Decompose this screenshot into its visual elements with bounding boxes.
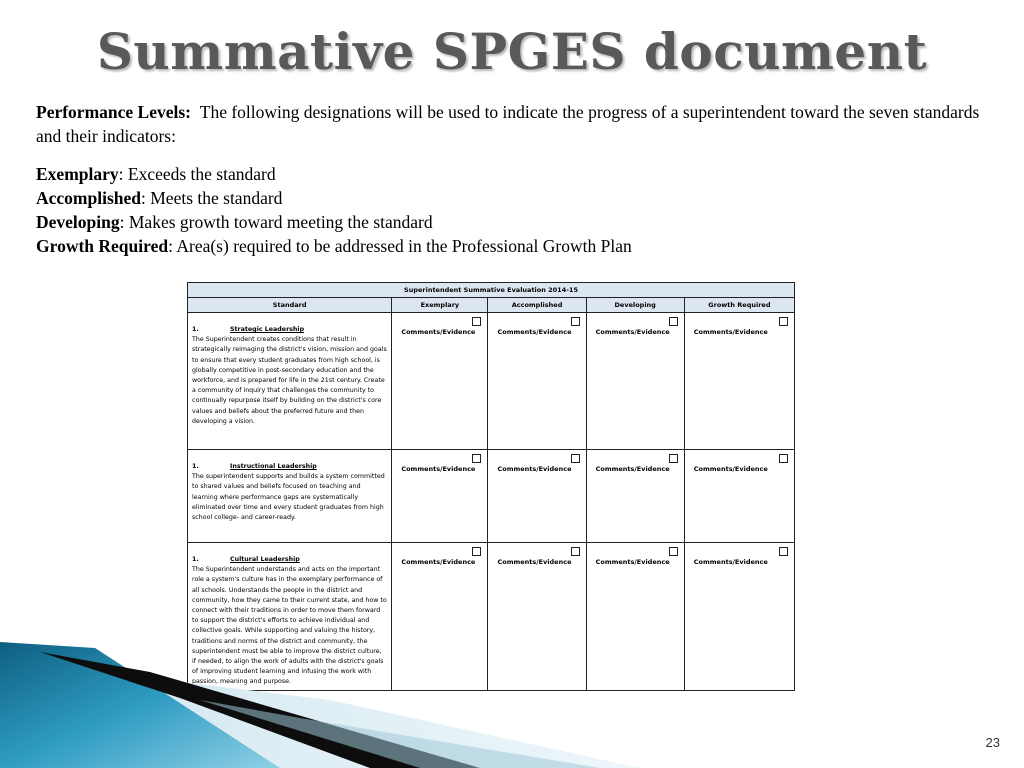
column-header-exemplary: Exemplary [392, 298, 488, 313]
developing-checkbox[interactable] [669, 317, 678, 326]
standard-description: The Superintendent creates conditions that result in strategically reimaging the district's vision, mission and goals to ensure that every student graduates from high school, is globally competitive in post-secondary education and the workforce, and is prepared for life in the 21st century. Create a community of inquiry that challenges the community to continually repurpose itself by building on the district's core values and beliefs about the preferred future and then developing a vision. [192, 336, 387, 425]
column-header-growth-required: Growth Required [684, 298, 794, 313]
comments-evidence-label: Comments/Evidence [595, 328, 670, 336]
comments-evidence-label: Comments/Evidence [693, 558, 768, 566]
table-row [188, 313, 795, 450]
comments-evidence-label: Comments/Evidence [595, 558, 670, 566]
growth-required-checkbox[interactable] [779, 317, 788, 326]
exemplary-cell [392, 450, 488, 543]
comments-evidence-label: Comments/Evidence [693, 328, 768, 336]
accomplished-checkbox[interactable] [571, 547, 580, 556]
level-name: Exemplary [36, 164, 119, 184]
developing-checkbox[interactable] [669, 547, 678, 556]
intro-label: Performance Levels: [36, 102, 191, 122]
level-item [36, 186, 986, 210]
accomplished-cell [488, 313, 586, 450]
standard-number: 1. [192, 556, 199, 563]
exemplary-cell [392, 313, 488, 450]
level-desc: : Area(s) required to be addressed in the Professional Growth Plan [168, 236, 632, 256]
growth-required-cell [684, 313, 794, 450]
column-header-standard: Standard [188, 298, 392, 313]
exemplary-checkbox[interactable] [472, 317, 481, 326]
page-number: 23 [985, 735, 1000, 750]
exemplary-checkbox[interactable] [472, 547, 481, 556]
standard-cell [188, 313, 392, 450]
comments-evidence-label: Comments/Evidence [693, 465, 768, 473]
standard-name: Cultural Leadership [230, 556, 300, 563]
exemplary-checkbox[interactable] [472, 454, 481, 463]
level-desc: : Exceeds the standard [118, 164, 276, 184]
level-desc: : Makes growth toward meeting the standard [119, 212, 433, 232]
standard-description: The Superintendent understands and acts on the important role a system's culture has in the exemplary performance of all schools. Understands the people in the district and community, how they came to their current state, and how to connect with their traditions in order to move them forward to support the district's efforts to achieve individual and collective goals. While supporting and valuing the history, traditions and norms of the district and community, the superintendent must be able to improve the district culture, if needed, to align the work of adults with the district's goals of improving student learning and infusing the work with passion, meaning and purpose. [192, 566, 387, 686]
level-name: Growth Required [36, 236, 169, 256]
intro-text: The following designations will be used to indicate the progress of a superintendent toward the seven standards and their indicators: [36, 102, 980, 146]
comments-evidence-label: Comments/Evidence [401, 558, 476, 566]
standard-number: 1. [192, 326, 199, 333]
comments-evidence-label: Comments/Evidence [401, 328, 476, 336]
decorative-swoosh-graphic [0, 600, 1024, 768]
standard-cell [188, 450, 392, 543]
level-name: Accomplished [36, 188, 141, 208]
table-caption: Superintendent Summative Evaluation 2014-15 [188, 283, 795, 298]
column-header-developing: Developing [586, 298, 684, 313]
developing-checkbox[interactable] [669, 454, 678, 463]
developing-cell [586, 313, 684, 450]
growth-required-checkbox[interactable] [779, 547, 788, 556]
comments-evidence-label: Comments/Evidence [595, 465, 670, 473]
accomplished-checkbox[interactable] [571, 317, 580, 326]
slide-title: Summative SPGES document [96, 22, 928, 81]
comments-evidence-label: Comments/Evidence [497, 558, 572, 566]
standard-name: Instructional Leadership [230, 463, 317, 470]
comments-evidence-label: Comments/Evidence [497, 465, 572, 473]
level-name: Developing [36, 212, 120, 232]
standard-number: 1. [192, 463, 199, 470]
comments-evidence-label: Comments/Evidence [497, 328, 572, 336]
accomplished-checkbox[interactable] [571, 454, 580, 463]
column-header-accomplished: Accomplished [488, 298, 586, 313]
standard-name: Strategic Leadership [230, 326, 305, 333]
developing-cell [586, 450, 684, 543]
performance-levels-list [36, 162, 986, 258]
level-item [36, 210, 986, 234]
level-desc: : Meets the standard [141, 188, 283, 208]
growth-required-checkbox[interactable] [779, 454, 788, 463]
growth-required-cell [684, 450, 794, 543]
level-item [36, 234, 986, 258]
performance-levels-intro [36, 100, 986, 148]
comments-evidence-label: Comments/Evidence [401, 465, 476, 473]
standard-description: The superintendent supports and builds a system committed to shared values and beliefs focused on teaching and learning where performance gaps are systematically eliminated over time and every student graduates from high school college- and career-ready. [192, 473, 385, 522]
accomplished-cell [488, 450, 586, 543]
level-item [36, 162, 986, 186]
table-row [188, 450, 795, 543]
